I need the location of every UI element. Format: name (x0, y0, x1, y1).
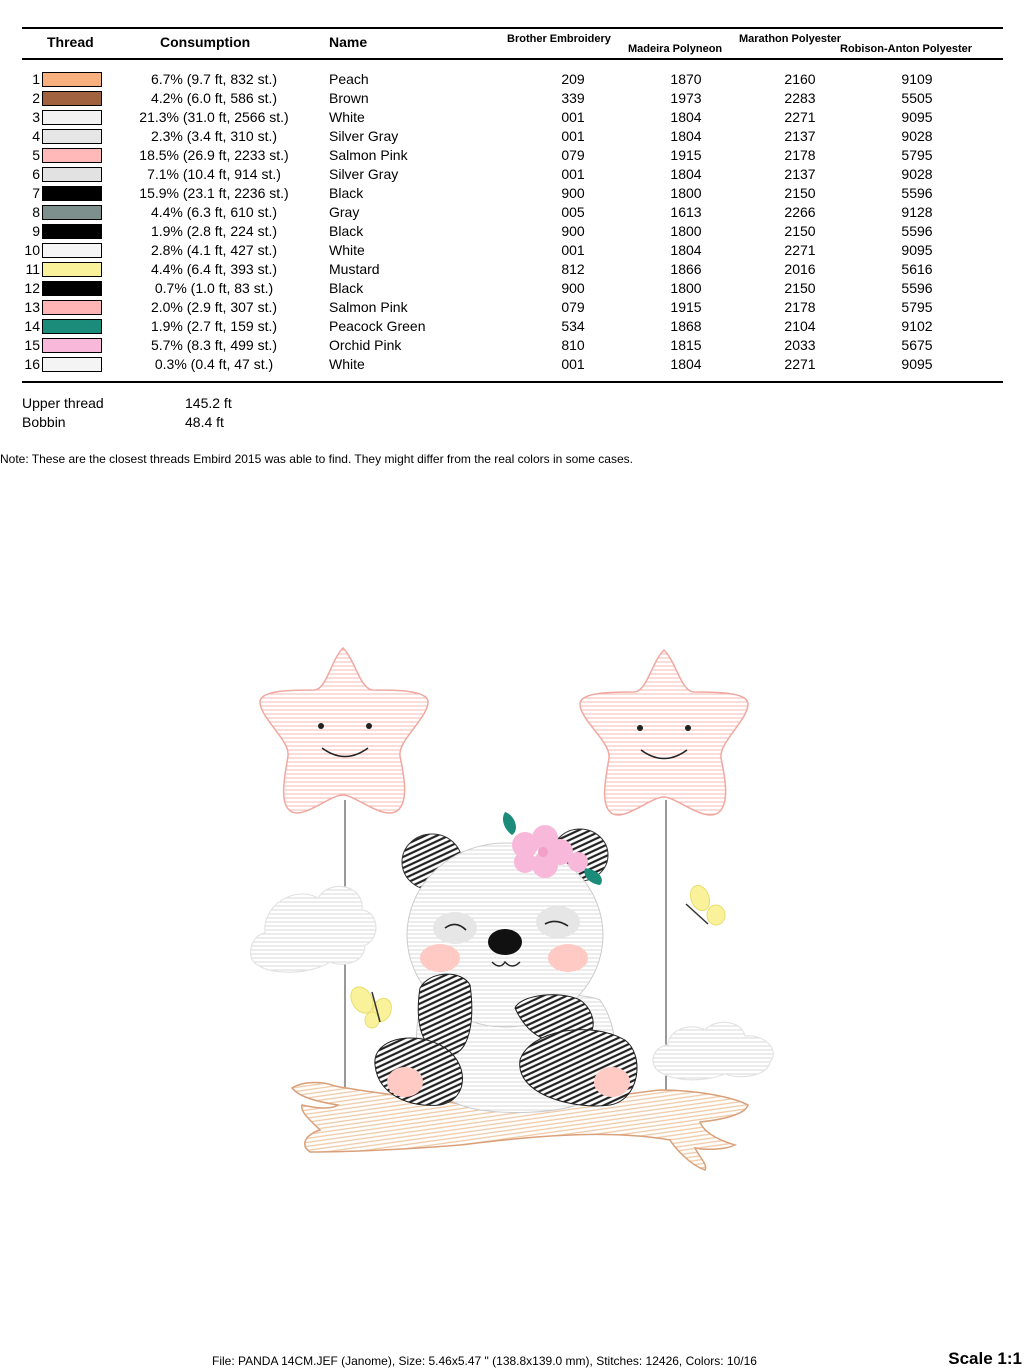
madeira-code-cell: 1868 (670, 318, 702, 334)
madeira-code-cell: 1804 (670, 356, 702, 372)
brother-code-cell: 005 (561, 204, 585, 220)
color-swatch (42, 148, 102, 163)
marathon-code-cell: 2033 (784, 337, 816, 353)
color-swatch (42, 338, 102, 353)
thread-name-cell: Mustard (329, 261, 380, 277)
color-swatch (42, 186, 102, 201)
thread-number: 3 (32, 109, 40, 125)
scale-label: Scale 1:1 (948, 1349, 1022, 1368)
thread-name-cell: Gray (329, 204, 360, 220)
marathon-code-cell: 2104 (784, 318, 816, 334)
robison-code-cell: 9095 (901, 242, 933, 258)
table-row (0, 260, 1024, 279)
robison-code-cell: 9028 (901, 166, 933, 182)
consumption-cell: 4.4% (6.4 ft, 393 st.) (150, 261, 278, 277)
marathon-code-cell: 2271 (784, 109, 816, 125)
marathon-code-cell: 2160 (784, 71, 816, 87)
header-robison: Robison-Anton Polyester (840, 43, 973, 55)
madeira-code-cell: 1804 (670, 242, 702, 258)
marathon-code-cell: 2150 (784, 280, 816, 296)
robison-code-cell: 5616 (901, 261, 933, 277)
thread-number: 8 (32, 204, 40, 220)
thread-name-cell: White (329, 356, 365, 372)
thread-name-cell: Brown (329, 90, 369, 106)
thread-number: 12 (24, 280, 40, 296)
header-madeira: Madeira Polyneon (628, 43, 723, 55)
brother-code-cell: 900 (561, 223, 585, 239)
color-swatch (42, 319, 102, 334)
thread-number: 1 (32, 71, 40, 87)
color-swatch (42, 262, 102, 277)
consumption-cell: 1.9% (2.7 ft, 159 st.) (150, 318, 278, 334)
color-swatch (42, 300, 102, 315)
header-consumption: Consumption (160, 34, 251, 50)
robison-code-cell: 9102 (901, 318, 933, 334)
left-cloud (251, 886, 376, 972)
marathon-code-cell: 2137 (784, 128, 816, 144)
thread-number: 7 (32, 185, 40, 201)
brother-code-cell: 001 (561, 356, 585, 372)
thread-number: 6 (32, 166, 40, 182)
madeira-code-cell: 1973 (670, 90, 702, 106)
marathon-code-cell: 2283 (784, 90, 816, 106)
madeira-code-cell: 1870 (670, 71, 702, 87)
right-star-balloon (580, 650, 748, 815)
color-swatch (42, 72, 102, 87)
consumption-cell: 2.0% (2.9 ft, 307 st.) (150, 299, 278, 315)
robison-code-cell: 9109 (901, 71, 933, 87)
table-row (0, 279, 1024, 298)
color-swatch (42, 205, 102, 220)
consumption-cell: 7.1% (10.4 ft, 914 st.) (147, 166, 281, 182)
madeira-code-cell: 1866 (670, 261, 702, 277)
thread-number: 13 (24, 299, 40, 315)
robison-code-cell: 9095 (901, 109, 933, 125)
thread-name-cell: Silver Gray (329, 128, 399, 144)
thread-number: 9 (32, 223, 40, 239)
brother-code-cell: 001 (561, 128, 585, 144)
consumption-cell: 1.9% (2.8 ft, 224 st.) (150, 223, 278, 239)
madeira-code-cell: 1815 (670, 337, 702, 353)
madeira-code-cell: 1804 (670, 166, 702, 182)
table-header-rule (22, 58, 1003, 60)
marathon-code-cell: 2016 (784, 261, 816, 277)
madeira-code-cell: 1915 (670, 147, 702, 163)
madeira-code-cell: 1800 (670, 185, 702, 201)
thread-name-cell: Salmon Pink (329, 147, 408, 163)
madeira-code-cell: 1804 (670, 128, 702, 144)
brother-code-cell: 209 (561, 71, 585, 87)
color-swatch (42, 224, 102, 239)
madeira-code-cell: 1915 (670, 299, 702, 315)
madeira-code-cell: 1800 (670, 223, 702, 239)
consumption-cell: 4.2% (6.0 ft, 586 st.) (150, 90, 278, 106)
thread-number: 11 (25, 261, 40, 277)
table-row (0, 298, 1024, 317)
consumption-cell: 0.7% (1.0 ft, 83 st.) (154, 280, 274, 296)
color-swatch (42, 91, 102, 106)
color-swatch (42, 357, 102, 372)
consumption-cell: 5.7% (8.3 ft, 499 st.) (150, 337, 278, 353)
table-row (0, 336, 1024, 355)
robison-code-cell: 5596 (901, 185, 933, 201)
color-swatch (42, 281, 102, 296)
thread-name-cell: Peach (329, 71, 369, 87)
consumption-cell: 4.4% (6.3 ft, 610 st.) (150, 204, 278, 220)
color-swatch (42, 243, 102, 258)
bobbin-label: Bobbin (22, 414, 66, 430)
right-butterfly (686, 883, 725, 925)
brother-code-cell: 339 (561, 90, 585, 106)
color-swatch (42, 129, 102, 144)
table-row (0, 146, 1024, 165)
upper-thread-label: Upper thread (22, 395, 104, 411)
thread-number: 10 (24, 242, 40, 258)
color-swatch (42, 167, 102, 182)
thread-name-cell: Peacock Green (329, 318, 426, 334)
thread-note: Note: These are the closest threads Embird 2015 was able to find. They might differ from the real colors in some cases. (0, 452, 633, 466)
madeira-code-cell: 1804 (670, 109, 702, 125)
table-row (0, 127, 1024, 146)
thread-name-cell: Black (329, 280, 364, 296)
table-top-rule (22, 27, 1003, 29)
marathon-code-cell: 2271 (784, 356, 816, 372)
thread-name-cell: Black (329, 185, 364, 201)
robison-code-cell: 5795 (901, 147, 933, 163)
consumption-cell: 6.7% (9.7 ft, 832 st.) (150, 71, 278, 87)
thread-name-cell: Salmon Pink (329, 299, 408, 315)
table-row (0, 241, 1024, 260)
header-brother: Brother Embroidery (507, 33, 611, 45)
thread-name-cell: White (329, 109, 365, 125)
table-row (0, 203, 1024, 222)
thread-name-cell: Orchid Pink (329, 337, 402, 353)
table-row (0, 165, 1024, 184)
table-bottom-rule (22, 381, 1003, 383)
upper-thread-value: 145.2 ft (185, 395, 232, 411)
thread-number: 14 (24, 318, 40, 334)
left-butterfly (346, 983, 394, 1028)
right-cloud (653, 1022, 773, 1079)
brother-code-cell: 001 (561, 166, 585, 182)
table-row (0, 222, 1024, 241)
brother-code-cell: 810 (561, 337, 585, 353)
thread-name-cell: White (329, 242, 365, 258)
robison-code-cell: 5505 (901, 90, 933, 106)
header-thread: Thread (47, 34, 94, 50)
marathon-code-cell: 2178 (784, 147, 816, 163)
madeira-code-cell: 1613 (670, 204, 702, 220)
marathon-code-cell: 2137 (784, 166, 816, 182)
robison-code-cell: 5795 (901, 299, 933, 315)
file-info-footer: File: PANDA 14CM.JEF (Janome), Size: 5.46x5.47 " (138.8x139.0 mm), Stitches: 12426, Colors: 10/16 (212, 1354, 757, 1368)
thread-number: 15 (24, 337, 40, 353)
table-row (0, 70, 1024, 89)
thread-number: 4 (32, 128, 40, 144)
header-name: Name (329, 34, 368, 50)
brother-code-cell: 900 (561, 185, 585, 201)
consumption-cell: 2.8% (4.1 ft, 427 st.) (150, 242, 278, 258)
thread-name-cell: Black (329, 223, 364, 239)
brother-code-cell: 079 (561, 299, 585, 315)
robison-code-cell: 5596 (901, 223, 933, 239)
consumption-cell: 15.9% (23.1 ft, 2236 st.) (139, 185, 289, 201)
thread-number: 5 (32, 147, 40, 163)
brother-code-cell: 900 (561, 280, 585, 296)
brother-code-cell: 001 (561, 242, 585, 258)
brother-code-cell: 534 (561, 318, 585, 334)
embroidery-design-preview (240, 640, 780, 1180)
color-swatch (42, 110, 102, 125)
marathon-code-cell: 2266 (784, 204, 816, 220)
brother-code-cell: 001 (561, 109, 585, 125)
brother-code-cell: 079 (561, 147, 585, 163)
consumption-cell: 0.3% (0.4 ft, 47 st.) (154, 356, 274, 372)
table-row (0, 89, 1024, 108)
marathon-code-cell: 2271 (784, 242, 816, 258)
bobbin-value: 48.4 ft (185, 414, 224, 430)
table-row (0, 355, 1024, 374)
marathon-code-cell: 2178 (784, 299, 816, 315)
robison-code-cell: 9128 (901, 204, 933, 220)
robison-code-cell: 9028 (901, 128, 933, 144)
marathon-code-cell: 2150 (784, 185, 816, 201)
panda (375, 829, 637, 1113)
table-row (0, 317, 1024, 336)
consumption-cell: 21.3% (31.0 ft, 2566 st.) (139, 109, 289, 125)
thread-number: 2 (32, 90, 40, 106)
robison-code-cell: 5596 (901, 280, 933, 296)
table-row (0, 184, 1024, 203)
brother-code-cell: 812 (561, 261, 585, 277)
thread-name-cell: Silver Gray (329, 166, 399, 182)
consumption-cell: 2.3% (3.4 ft, 310 st.) (150, 128, 278, 144)
madeira-code-cell: 1800 (670, 280, 702, 296)
header-marathon: Marathon Polyester (739, 33, 842, 45)
robison-code-cell: 5675 (901, 337, 933, 353)
left-star-balloon (260, 648, 428, 813)
consumption-cell: 18.5% (26.9 ft, 2233 st.) (139, 147, 289, 163)
marathon-code-cell: 2150 (784, 223, 816, 239)
thread-number: 16 (24, 356, 40, 372)
robison-code-cell: 9095 (901, 356, 933, 372)
table-row (0, 108, 1024, 127)
